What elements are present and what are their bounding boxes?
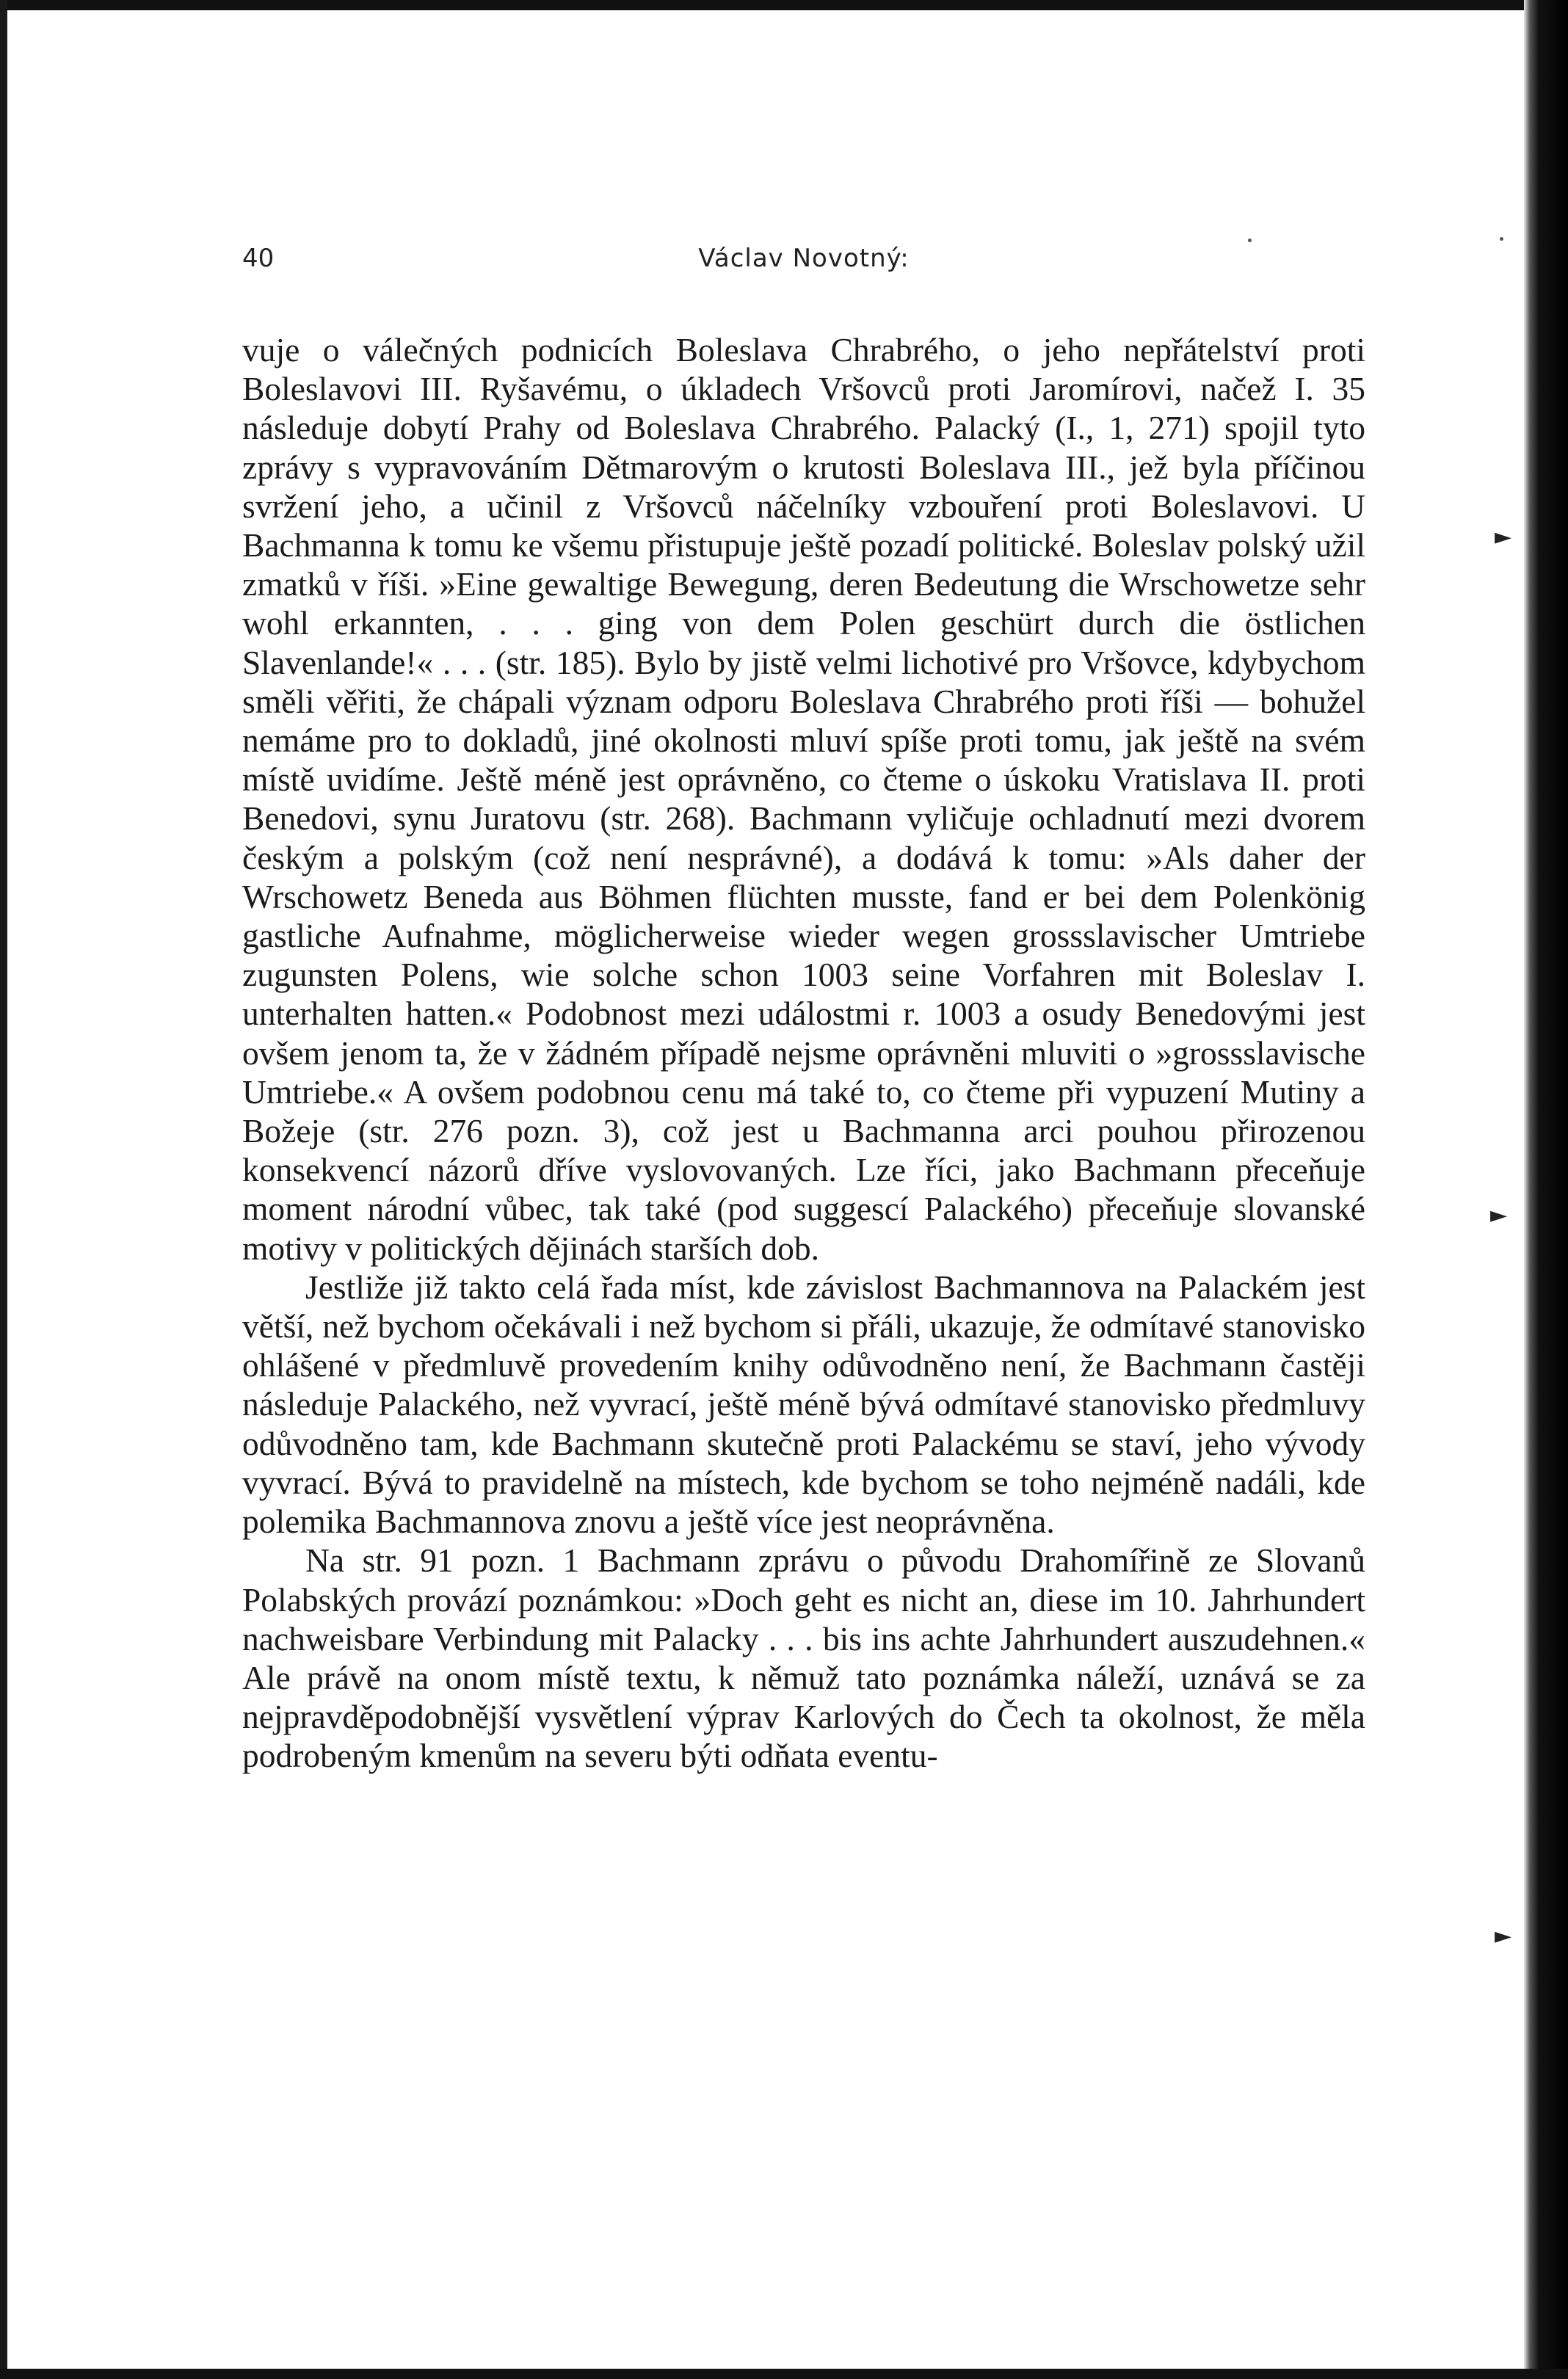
scan-border-left [0,0,7,2379]
paragraph: Jestliže již takto celá řada míst, kde závislost Bachmannova na Palackém jest větší, než bychom očekávali i než bychom si přáli, ukazuje, že odmítavé stanovisko ohlášené v předmluvě provedením knihy odůvodněno není, že Bachmann častěji následuje Palackého, než vyvrací, ještě méně bývá odmítavé stanovisko předmluvy odůvodněno tam, kde Bachmann skutečně proti Palackému se staví, jeho vývody vyvrací. Bývá to pravidelně na místech, kde bychom se toho nejméně nadáli, kde polemika Bachmannova znovu a ještě více jest neoprávněna. [242,1268,1365,1541]
scan-border-bottom [0,2369,1568,2379]
scan-border-top [0,0,1568,10]
body-text [242,330,1365,1776]
scan-speck [1500,237,1503,241]
margin-arrow-mark: ► [1495,1923,1512,1949]
running-head: Václav Novotný: [698,244,910,273]
document-page [242,235,1365,1776]
margin-arrow-mark: ► [1490,1202,1508,1228]
scan-border-right [1524,0,1568,2379]
paragraph: Na str. 91 pozn. 1 Bachmann zprávu o původu Drahomířině ze Slovanů Polabských provází poznámkou: »Doch geht es nicht an, diese im 10. Jahrhundert nachweisbare Verbindung mit Palacky . . . bis ins achte Jahrhundert auszudehnen.« Ale právě na onom místě textu, k němuž tato poznámka náleží, uznává se za nejpravděpodobnější vysvětlení výprav Karlových do Čech ta okolnost, že měla podrobeným kmenům na severu býti odňata eventu- [242,1541,1365,1775]
margin-arrow-mark: ► [1495,524,1512,550]
paragraph: vuje o válečných podnicích Boleslava Chrabrého, o jeho nepřátelství proti Boleslavovi III. Ryšavému, o úkladech Vršovců proti Jaromírovi, načež I. 35 následuje dobytí Prahy od Boleslava Chrabrého. Palacký (I., 1, 271) spojil tyto zprávy s vypravováním Dětmarovým o krutosti Boleslava III., jež byla příčinou svržení jeho, a učinil z Vršovců náčelníky vzbouření proti Boleslavovi. U Bachmanna k tomu ke všemu přistupuje ještě pozadí politické. Boleslav polský užil zmatků v říši. »Eine gewaltige Bewegung, deren Bedeutung die Wrschowetze sehr wohl erkannten, . . . ging von dem Polen geschürt durch die östlichen Slavenlande!« . . . (str. 185). Bylo by jistě velmi lichotivé pro Vršovce, kdybychom směli věřiti, že chápali význam odporu Boleslava Chrabrého proti říši — bohužel nemáme pro to dokladů, jiné okolnosti mluví spíše proti tomu, jak ještě na svém místě uvidíme. Ještě méně jest oprávněno, co čteme o úskoku Vratislava II. proti Benedovi, synu Juratovu (str. 268). Bachmann vyličuje ochladnutí mezi dvorem českým a polským (což není nesprávné), a dodává k tomu: »Als daher der Wrschowetz Beneda aus Böhmen flüchten musste, fand er bei dem Polenkönig gastliche Aufnahme, möglicherweise wieder wegen grossslavischer Umtriebe zugunsten Polens, wie solche schon 1003 seine Vorfahren mit Boleslav I. unterhalten hatten.« Podobnost mezi událostmi r. 1003 a osudy Benedovými jest ovšem jenom ta, že v žádném případě nejsme oprávněni mluviti o »grossslavische Umtriebe.« A ovšem podobnou cenu má také to, co čteme při vypuzení Mutiny a Božeje (str. 276 pozn. 3), což jest u Bachmanna arci pouhou přirozenou konsekvencí názorů dříve vyslovovaných. Lze říci, jako Bachmann přeceňuje moment národní vůbec, tak také (pod suggescí Palackého) přeceňuje slovanské motivy v politických dějinách starších dob. [242,331,1365,1267]
page-number: 40 [242,244,275,273]
page-header [242,235,1365,279]
